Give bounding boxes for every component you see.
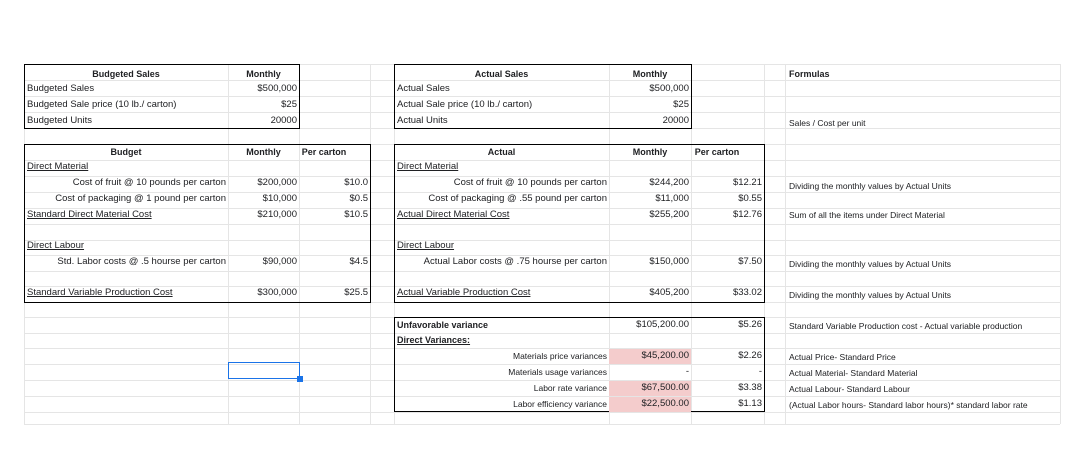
actual-adm-label: Actual Direct Material Cost: [397, 209, 510, 220]
budget-fruit-per: $10.0: [344, 177, 368, 188]
actual-header: Actual: [487, 147, 516, 157]
materials-price-monthly: $45,200.00: [641, 350, 689, 361]
actual-labor-per: $7.50: [738, 256, 762, 267]
budget-pack-per: $0.5: [349, 193, 368, 204]
budget-pack-monthly: $10,000: [262, 193, 297, 204]
budget-pack-label: Cost of packaging @ 1 pound per carton: [55, 193, 226, 204]
actual-avpc-label: Actual Variable Production Cost: [397, 287, 531, 298]
labor-rate-label: Labor rate variance: [533, 383, 607, 393]
budget-svpc-label: Standard Variable Production Cost: [27, 287, 173, 298]
budgeted-price-label: Budgeted Sale price (10 lb./ carton): [27, 99, 177, 110]
actual-dl-label: Direct Labour: [397, 240, 455, 251]
budgeted-sales-label: Budgeted Sales: [27, 83, 95, 94]
budget-labor-per: $4.5: [349, 256, 368, 267]
formula-labour: Actual Labour- Standard Labour: [789, 384, 910, 394]
labor-efficiency-label: Labor efficiency variance: [513, 399, 607, 409]
actual-avpc-monthly: $405,200: [649, 287, 689, 298]
formula-material: Actual Material- Standard Material: [789, 368, 918, 378]
actual-price-label: Actual Sale price (10 lb./ carton): [397, 99, 533, 110]
formula-avpc: Dividing the monthly values by Actual Units: [789, 290, 952, 300]
budgeted-sales-header: Budgeted Sales: [92, 69, 160, 79]
actual-pack-label: Cost of packaging @ .55 pound per carton: [428, 193, 607, 204]
budget-sdm-per: $10.5: [344, 209, 368, 220]
actual-monthly-col-header: Monthly: [632, 147, 668, 157]
formula-sales-cost: Sales / Cost per unit: [789, 118, 866, 128]
materials-usage-monthly: -: [685, 366, 689, 377]
actual-price-value: $25: [673, 99, 689, 110]
materials-usage-per: -: [758, 366, 762, 377]
actual-per-carton-header: Per carton: [694, 147, 740, 157]
actual-sales-value: $500,000: [649, 83, 689, 94]
actual-dm-label: Direct Material: [397, 161, 459, 172]
unfavorable-variance-monthly: $105,200.00: [636, 319, 689, 330]
budget-fruit-monthly: $200,000: [257, 177, 297, 188]
actual-fruit-label: Cost of fruit @ 10 pounds per carton: [453, 177, 607, 188]
budget-sdm-monthly: $210,000: [257, 209, 297, 220]
labor-efficiency-monthly: $22,500.00: [641, 398, 689, 409]
budgeted-units-label: Budgeted Units: [27, 115, 92, 126]
actual-units-value: 20000: [662, 115, 689, 126]
selected-cell[interactable]: [228, 362, 300, 379]
budget-monthly-header: Monthly: [246, 147, 281, 157]
actual-monthly-header: Monthly: [632, 69, 668, 79]
fill-handle[interactable]: [297, 376, 303, 382]
budget-labor-label: Std. Labor costs @ .5 hourse per carton: [57, 256, 226, 267]
materials-usage-label: Materials usage variances: [508, 367, 607, 377]
direct-variances-label: Direct Variances:: [397, 335, 471, 345]
materials-price-label: Materials price variances: [512, 351, 607, 361]
actual-labor-monthly: $150,000: [649, 256, 689, 267]
labor-rate-monthly: $67,500.00: [641, 382, 689, 393]
budget-per-carton-header: Per carton: [301, 147, 347, 157]
actual-adm-per: $12.76: [732, 209, 762, 220]
formula-fruit: Dividing the monthly values by Actual Units: [789, 181, 952, 191]
budget-dl-label: Direct Labour: [27, 240, 85, 251]
budget-svpc-monthly: $300,000: [257, 287, 297, 298]
unfavorable-variance-label: Unfavorable variance: [397, 320, 489, 330]
actual-units-label: Actual Units: [397, 115, 448, 126]
formula-labor: Dividing the monthly values by Actual Units: [789, 259, 952, 269]
formula-unfav: Standard Variable Production cost - Actual variable production: [789, 321, 1023, 331]
actual-labor-label: Actual Labor costs @ .75 hourse per carton: [423, 256, 607, 267]
budget-labor-monthly: $90,000: [262, 256, 297, 267]
formula-price: Actual Price- Standard Price: [789, 352, 896, 362]
formulas-header: Formulas: [789, 69, 830, 79]
budgeted-sales-value: $500,000: [257, 83, 297, 94]
actual-pack-per: $0.55: [738, 193, 762, 204]
formula-efficiency: (Actual Labor hours- Standard labor hours)* standard labor rate: [789, 400, 1028, 410]
unfavorable-variance-per: $5.26: [738, 319, 762, 330]
actual-pack-monthly: $11,000: [655, 193, 689, 204]
labor-efficiency-per: $1.13: [738, 398, 762, 409]
actual-sales-label: Actual Sales: [397, 83, 450, 94]
materials-price-per: $2.26: [738, 350, 762, 361]
budget-svpc-per: $25.5: [344, 287, 368, 298]
actual-fruit-monthly: $244,200: [649, 177, 689, 188]
budgeted-price-value: $25: [281, 99, 297, 110]
budgeted-units-value: 20000: [270, 115, 297, 126]
budgeted-monthly-header: Monthly: [246, 69, 281, 79]
budget-fruit-label: Cost of fruit @ 10 pounds per carton: [72, 177, 226, 188]
actual-fruit-per: $12.21: [732, 177, 762, 188]
actual-sales-header: Actual Sales: [474, 69, 529, 79]
actual-adm-monthly: $255,200: [649, 209, 689, 220]
budget-header: Budget: [110, 147, 142, 157]
formula-dm-sum: Sum of all the items under Direct Material: [789, 210, 945, 220]
budget-sdm-label: Standard Direct Material Cost: [27, 209, 152, 220]
actual-avpc-per: $33.02: [732, 287, 762, 298]
labor-rate-per: $3.38: [738, 382, 762, 393]
budget-dm-label: Direct Material: [27, 161, 89, 172]
